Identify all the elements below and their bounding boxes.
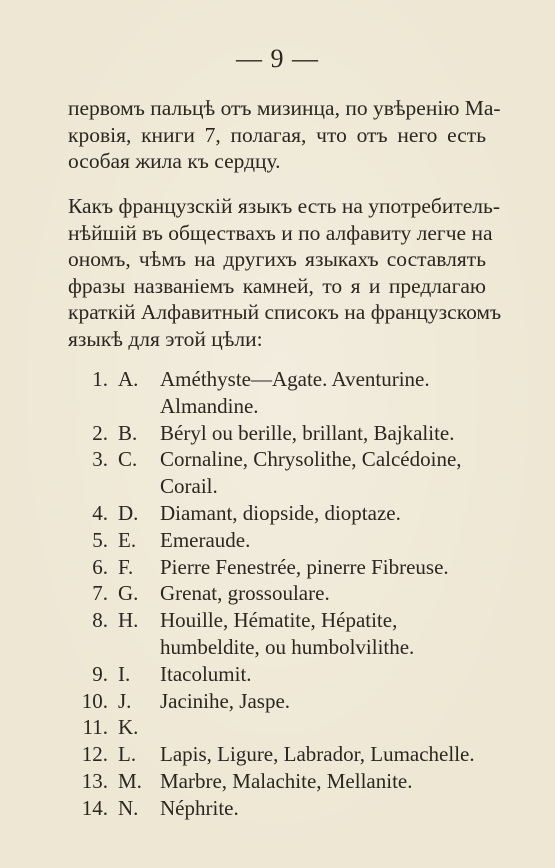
item-names-line: Béryl ou berille, brillant, Bajkalite. [160, 420, 455, 445]
item-names [160, 714, 496, 741]
item-number: 8. [92, 608, 108, 633]
list-item [76, 580, 496, 607]
item-names-line: Grenat, grossoulare. [160, 581, 330, 606]
item-letter: J. [118, 688, 132, 713]
list-item [76, 795, 496, 822]
item-letter: M. [118, 768, 142, 793]
item-number: 10. [81, 688, 108, 713]
item-names [160, 795, 496, 822]
item-names [160, 527, 496, 554]
item-number: 3. [92, 447, 108, 472]
item-names-line: Houille, Hématite, Hépatite, [160, 608, 398, 633]
item-number: 5. [92, 527, 108, 552]
item-number: 7. [92, 581, 108, 606]
item-letter: L. [118, 742, 137, 767]
item-names [160, 741, 496, 768]
item-number: 1. [92, 367, 108, 391]
item-number: 14. [81, 795, 108, 820]
paragraph-2-line: краткій Алфавитный списокъ на французскомъ [68, 300, 502, 324]
item-names [160, 446, 496, 500]
stone-alphabet-list [76, 366, 496, 822]
item-names-line: Almandine. [160, 393, 259, 418]
item-number: 6. [92, 554, 108, 579]
list-item [76, 554, 496, 581]
item-names-line: Corail. [160, 474, 218, 499]
list-item [76, 768, 496, 795]
item-letter: I. [118, 661, 131, 686]
item-number: 2. [92, 420, 108, 445]
paragraph-2-line: ономъ, чѣмъ на другихъ языкахъ составлять [68, 247, 486, 271]
item-names-line: Marbre, Malachite, Mellanite. [160, 768, 413, 793]
list-item [76, 607, 496, 661]
paragraph-2-line: Какъ французскій языкъ есть на употребитель- [68, 194, 500, 218]
paragraph-2 [68, 193, 502, 352]
item-letter: H. [118, 608, 139, 633]
paragraph-2-line: нѣйшій въ обществахъ и по алфавиту легче на [68, 220, 493, 245]
item-names-line: Lapis, Ligure, Labrador, Lumachelle. [160, 742, 475, 767]
item-names-line: Améthyste—Agate. Aventurine. [160, 367, 430, 391]
item-number: 12. [81, 742, 108, 767]
list-item [76, 366, 496, 420]
item-number: 13. [81, 768, 108, 793]
item-number: 4. [92, 500, 108, 525]
item-names [160, 554, 496, 581]
paragraph-2-line: фразы названіемъ камней, то я и предлагаю [68, 273, 486, 298]
item-letter: D. [118, 500, 139, 525]
item-letter: E. [118, 527, 137, 552]
item-number: 11. [82, 715, 108, 740]
paragraph-1-line: особая жила къ сердцу. [68, 149, 281, 173]
item-names-line: Itacolumit. [160, 661, 252, 686]
item-names-line: Néphrite. [160, 795, 239, 820]
item-number: 9. [92, 661, 108, 686]
list-item [76, 527, 496, 554]
paragraph-1-line: первомъ пальцѣ отъ мизинца, по увѣренію Ма- [68, 96, 501, 120]
item-names-line: Diamant, diopside, dioptaze. [160, 500, 401, 525]
paragraph-1-line: кровія, книги 7, полагая, что отъ него есть [68, 122, 486, 147]
item-names [160, 607, 496, 661]
list-item [76, 420, 496, 447]
item-names-line: Emeraude. [160, 527, 251, 552]
item-names [160, 661, 496, 688]
item-letter: G. [118, 581, 139, 606]
item-letter: A. [118, 367, 139, 391]
list-item [76, 500, 496, 527]
item-names [160, 768, 496, 795]
item-letter: B. [118, 420, 138, 445]
list-item [76, 688, 496, 715]
item-names [160, 580, 496, 607]
list-item [76, 741, 496, 768]
item-names-line: Pierre Fenestrée, pinerre Fibreuse. [160, 554, 449, 579]
item-names [160, 500, 496, 527]
list-item [76, 661, 496, 688]
item-letter: F. [118, 554, 134, 579]
item-letter: N. [118, 795, 139, 820]
item-names [160, 688, 496, 715]
item-letter: C. [118, 447, 138, 472]
page-number: — 9 — [236, 44, 319, 73]
paragraph-2-line: языкѣ для этой цѣли: [68, 326, 263, 351]
item-letter: K. [118, 715, 139, 740]
list-item [76, 714, 496, 741]
item-names-line: Cornaline, Chrysolithe, Calcédoine, [160, 447, 462, 472]
paragraph-1 [68, 95, 501, 175]
item-names [160, 420, 496, 447]
item-names [160, 366, 496, 420]
list-item [76, 446, 496, 500]
item-names-line: humbeldite, ou humbolvilithe. [160, 634, 415, 659]
item-names-line: Jacinihe, Jaspe. [160, 688, 291, 713]
